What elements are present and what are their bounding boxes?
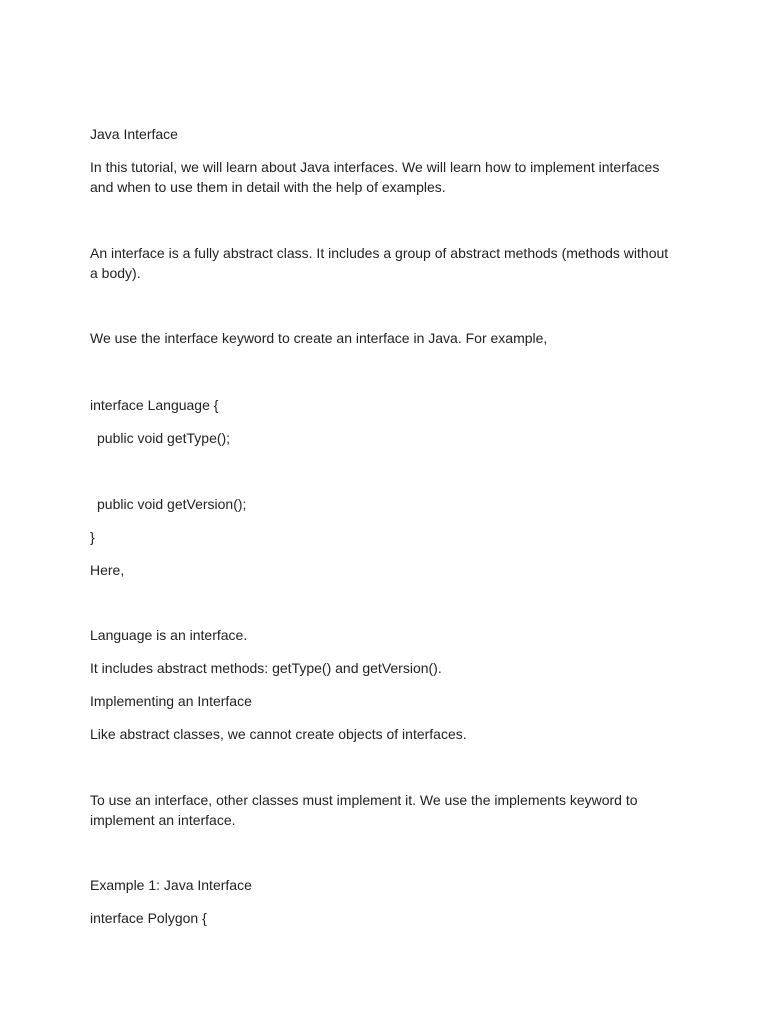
- abstract-paragraph-line-2: a body).: [90, 265, 141, 281]
- example-heading: Example 1: Java Interface: [90, 877, 252, 893]
- code-line-get-type: public void getType();: [97, 430, 231, 446]
- cannot-create-objects: Like abstract classes, we cannot create objects of interfaces.: [90, 726, 467, 742]
- includes-abstract-methods: It includes abstract methods: getType() and getVersion().: [90, 660, 442, 676]
- here-text: Here,: [90, 562, 125, 578]
- abstract-paragraph-line-1: An interface is a fully abstract class. It includes a group of abstract methods (methods without: [90, 245, 669, 261]
- keyword-paragraph: We use the interface keyword to create an interface in Java. For example,: [90, 330, 548, 346]
- code-line-closing-brace: }: [90, 529, 95, 545]
- to-use-paragraph-line-1: To use an interface, other classes must implement it. We use the implements keyword to: [90, 792, 638, 808]
- language-is-interface: Language is an interface.: [90, 627, 248, 643]
- code-line-interface-language: interface Language {: [90, 397, 219, 413]
- implementing-interface-heading: Implementing an Interface: [90, 693, 252, 709]
- intro-paragraph-line-1: In this tutorial, we will learn about Java interfaces. We will learn how to implement interfaces: [90, 159, 660, 175]
- code-line-get-version: public void getVersion();: [97, 496, 247, 512]
- document-title: Java Interface: [90, 126, 178, 142]
- to-use-paragraph-line-2: implement an interface.: [90, 812, 236, 828]
- intro-paragraph-line-2: and when to use them in detail with the help of examples.: [90, 179, 446, 195]
- code-line-interface-polygon: interface Polygon {: [90, 910, 207, 926]
